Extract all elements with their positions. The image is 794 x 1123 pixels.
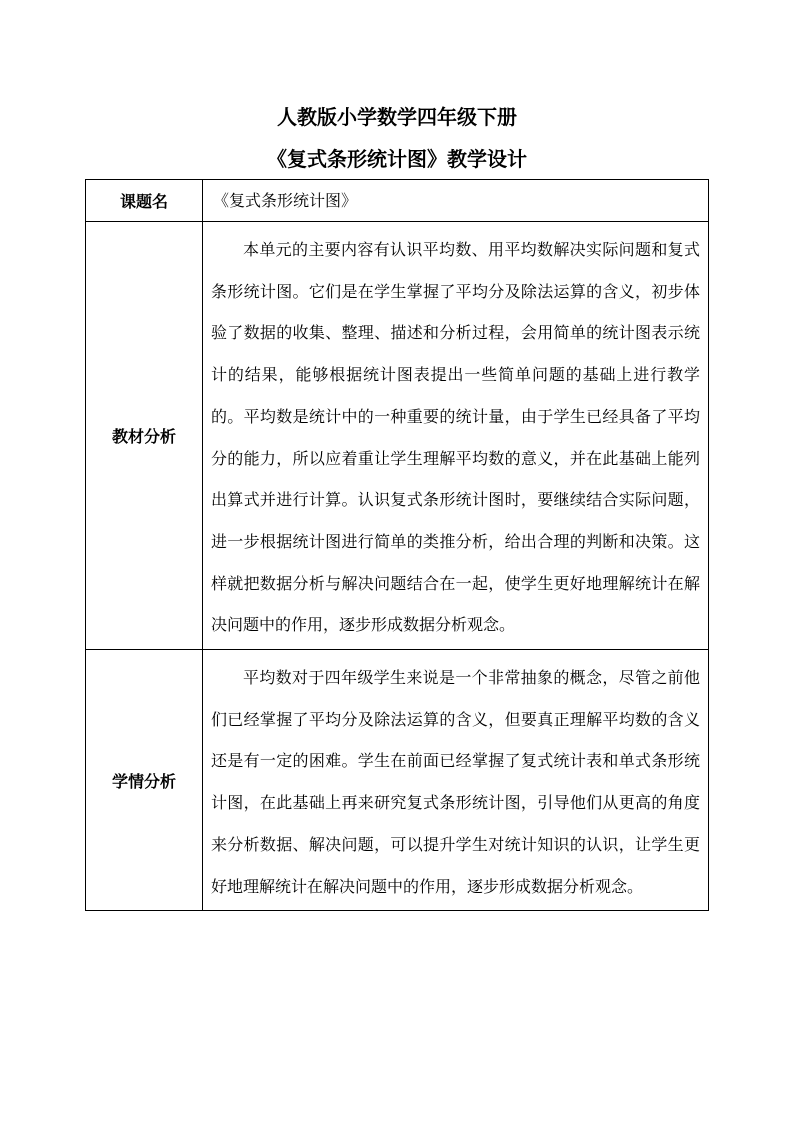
row-content-topic: 《复式条形统计图》 [203, 180, 709, 222]
row-content-textbook-analysis-cell [203, 222, 709, 650]
table-row-textbook-analysis [86, 222, 709, 650]
table-row-topic [86, 180, 709, 222]
document-title-line2: 《复式条形统计图》教学设计 [267, 147, 527, 171]
document-title-line1: 人教版小学数学四年级下册 [277, 105, 517, 129]
row-content-student-analysis-cell [203, 650, 709, 911]
row-label-textbook-analysis: 教材分析 [86, 222, 203, 650]
table-row-student-analysis [86, 650, 709, 911]
row-label-topic: 课题名 [86, 180, 203, 222]
row-label-student-analysis: 学情分析 [86, 650, 203, 911]
textbook-analysis-paragraph: 本单元的主要内容有认识平均数、用平均数解决实际问题和复式条形统计图。它们是在学生掌握了平均分及除法运算的含义，初步体验了数据的收集、整理、描述和分析过程，会用简单的统计图表示统计的结果，能够根据统计图表提出一些简单问题的基础上进行教学的。平均数是统计中的一种重要的统计量，由于学生已经具备了平均分的能力，所以应着重让学生理解平均数的意义，并在此基础上能列出算式并进行计算。认识复式条形统计图时，要继续结合实际问题，进一步根据统计图进行简单的类推分析，给出合理的判断和决策。这样就把数据分析与解决问题结合在一起，使学生更好地理解统计在解决问题中的作用，逐步形成数据分析观念。 [211, 240, 700, 635]
student-analysis-paragraph: 平均数对于四年级学生来说是一个非常抽象的概念，尽管之前他们已经掌握了平均分及除法运算的含义，但要真正理解平均数的含义还是有一定的困难。学生在前面已经掌握了复式统计表和单式条形统计图，在此基础上再来研究复式条形统计图，引导他们从更高的角度来分析数据、解决问题，可以提升学生对统计知识的认识，让学生更好地理解统计在解决问题中的作用，逐步形成数据分析观念。 [211, 668, 700, 896]
lesson-design-table [85, 179, 709, 911]
